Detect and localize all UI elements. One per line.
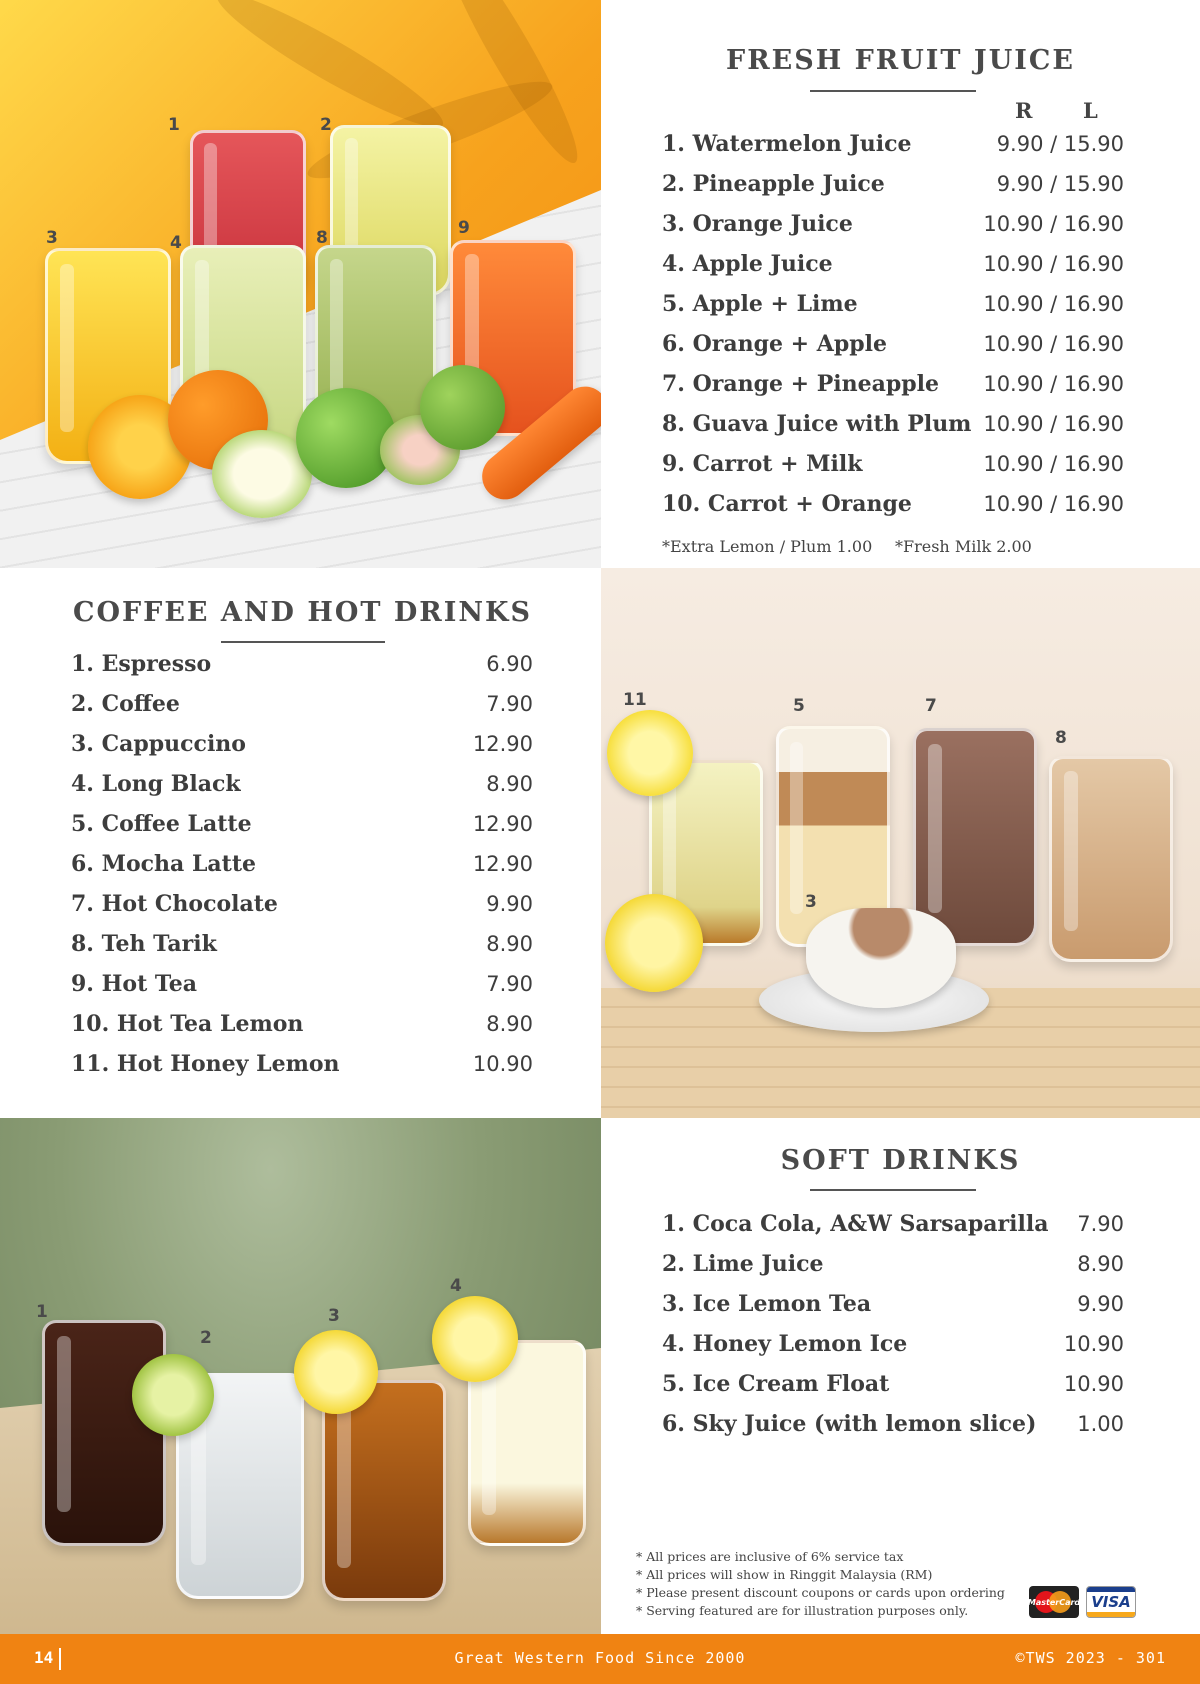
menu-item xyxy=(662,371,1124,411)
menu-item-price: 10.90 / 16.90 xyxy=(983,252,1124,276)
extra-lemon-note: *Extra Lemon / Plum 1.00 xyxy=(662,537,873,556)
menu-item-name: 8. Guava Juice with Plum xyxy=(662,411,972,437)
disclaimer-line: * All prices are inclusive of 6% service tax xyxy=(636,1549,904,1564)
menu-item-price: 8.90 xyxy=(486,932,533,956)
photo-number-label: 3 xyxy=(46,228,58,248)
menu-item-price: 8.90 xyxy=(486,1012,533,1036)
menu-item xyxy=(71,1051,533,1091)
photo-number-label: 3 xyxy=(328,1306,340,1326)
menu-item xyxy=(662,1411,1124,1451)
menu-item-name: 6. Sky Juice (with lemon slice) xyxy=(662,1411,1037,1437)
menu-item xyxy=(662,171,1124,211)
menu-item-price: 10.90 / 16.90 xyxy=(983,372,1124,396)
leaf-shadow xyxy=(428,0,593,173)
regular-size-header: R xyxy=(1015,98,1033,123)
menu-item xyxy=(662,1331,1124,1371)
menu-item-name: 6. Mocha Latte xyxy=(71,851,257,877)
menu-item xyxy=(71,931,533,971)
photo-number-label: 9 xyxy=(458,218,470,238)
teh-tarik-glass xyxy=(1049,756,1173,962)
menu-item-name: 7. Orange + Pineapple xyxy=(662,371,940,397)
menu-item xyxy=(71,731,533,771)
menu-item-name: 4. Honey Lemon Ice xyxy=(662,1331,908,1357)
photo-number-label: 11 xyxy=(623,690,647,710)
photo-number-label: 3 xyxy=(805,892,817,912)
menu-item xyxy=(662,451,1124,491)
large-size-header: L xyxy=(1083,98,1098,123)
menu-item xyxy=(71,851,533,891)
menu-item-price: 7.90 xyxy=(1077,1212,1124,1236)
menu-item xyxy=(662,1371,1124,1411)
menu-item xyxy=(662,251,1124,291)
menu-item xyxy=(71,971,533,1011)
cappuccino-cup xyxy=(806,908,956,1008)
menu-item-price: 10.90 / 16.90 xyxy=(983,452,1124,476)
menu-item-name: 1. Coca Cola, A&W Sarsaparilla xyxy=(662,1211,1049,1237)
menu-item-price: 1.00 xyxy=(1077,1412,1124,1436)
fresh-juice-title: FRESH FRUIT JUICE xyxy=(726,45,1075,76)
menu-item xyxy=(71,771,533,811)
visa-logo xyxy=(1086,1586,1136,1618)
photo-number-label: 4 xyxy=(450,1276,462,1296)
visa-label: VISA xyxy=(1091,1593,1131,1611)
menu-item xyxy=(71,691,533,731)
menu-item-price: 8.90 xyxy=(1077,1252,1124,1276)
menu-item-name: 1. Watermelon Juice xyxy=(662,131,912,157)
disclaimer-line: * All prices will show in Ringgit Malaysia (RM) xyxy=(636,1567,933,1582)
menu-item-name: 11. Hot Honey Lemon xyxy=(71,1051,340,1077)
soft-drinks-title: SOFT DRINKS xyxy=(780,1145,1021,1176)
coca-cola-glass xyxy=(42,1320,166,1546)
soft-drinks-photo xyxy=(0,1118,601,1634)
menu-item-price: 6.90 xyxy=(486,652,533,676)
menu-item-name: 4. Apple Juice xyxy=(662,251,833,277)
menu-item-name: 5. Coffee Latte xyxy=(71,811,252,837)
menu-item xyxy=(662,1251,1124,1291)
menu-item-price: 12.90 xyxy=(472,852,533,876)
menu-item-name: 6. Orange + Apple xyxy=(662,331,887,357)
menu-item-price: 10.90 xyxy=(1063,1332,1124,1356)
menu-item-name: 10. Hot Tea Lemon xyxy=(71,1011,304,1037)
photo-number-label: 8 xyxy=(316,228,328,248)
menu-item-price: 10.90 / 16.90 xyxy=(983,492,1124,516)
photo-number-label: 5 xyxy=(793,696,805,716)
menu-item-price: 7.90 xyxy=(486,692,533,716)
menu-item-price: 12.90 xyxy=(472,812,533,836)
menu-item-price: 10.90 / 16.90 xyxy=(983,292,1124,316)
lemon-slice xyxy=(605,894,703,992)
menu-item-name: 3. Orange Juice xyxy=(662,211,853,237)
lemon-slice xyxy=(294,1330,378,1414)
menu-item xyxy=(71,651,533,691)
menu-item-price: 12.90 xyxy=(472,732,533,756)
menu-item xyxy=(71,891,533,931)
menu-item-price: 9.90 / 15.90 xyxy=(996,132,1124,156)
menu-item xyxy=(71,811,533,851)
guava-fruit xyxy=(420,365,505,450)
menu-item xyxy=(662,491,1124,531)
menu-item-name: 3. Cappuccino xyxy=(71,731,246,757)
mastercard-label: MasterCard xyxy=(1027,1597,1081,1607)
menu-item-name: 5. Ice Cream Float xyxy=(662,1371,890,1397)
menu-item-name: 3. Ice Lemon Tea xyxy=(662,1291,872,1317)
disclaimer-notes xyxy=(636,1548,1005,1620)
menu-item-name: 9. Carrot + Milk xyxy=(662,451,863,477)
title-underline xyxy=(810,90,976,92)
page-number: 14 xyxy=(34,1648,61,1670)
menu-item-name: 7. Hot Chocolate xyxy=(71,891,278,917)
mastercard-logo xyxy=(1029,1586,1079,1618)
menu-item-name: 4. Long Black xyxy=(71,771,241,797)
menu-item xyxy=(662,211,1124,251)
page-footer xyxy=(0,1634,1200,1684)
menu-item-price: 9.90 / 15.90 xyxy=(996,172,1124,196)
menu-item xyxy=(662,131,1124,171)
photo-number-label: 4 xyxy=(170,233,182,253)
photo-number-label: 1 xyxy=(168,115,180,135)
menu-item-price: 10.90 xyxy=(1063,1372,1124,1396)
lemon-slice xyxy=(607,710,693,796)
lemon-slice xyxy=(432,1296,518,1382)
footer-copyright: ©TWS 2023 - 301 xyxy=(1015,1649,1166,1667)
menu-item-name: 2. Lime Juice xyxy=(662,1251,824,1277)
photo-number-label: 7 xyxy=(925,696,937,716)
menu-item-price: 9.90 xyxy=(486,892,533,916)
fresh-juice-photo xyxy=(0,0,601,568)
menu-item xyxy=(71,1011,533,1051)
menu-item-price: 8.90 xyxy=(486,772,533,796)
hot-chocolate-glass xyxy=(913,728,1037,946)
menu-item xyxy=(662,331,1124,371)
menu-item xyxy=(662,1211,1124,1251)
menu-item-price: 10.90 / 16.90 xyxy=(983,332,1124,356)
menu-item-price: 10.90 / 16.90 xyxy=(983,412,1124,436)
green-apple xyxy=(296,388,396,488)
menu-item-price: 10.90 xyxy=(472,1052,533,1076)
menu-item-name: 9. Hot Tea xyxy=(71,971,198,997)
title-underline xyxy=(810,1189,976,1191)
photo-number-label: 8 xyxy=(1055,728,1067,748)
coffee-hot-title: COFFEE AND HOT DRINKS xyxy=(73,597,532,628)
photo-number-label: 1 xyxy=(36,1302,48,1322)
disclaimer-line: * Serving featured are for illustration purposes only. xyxy=(636,1603,969,1618)
hot-drinks-photo xyxy=(601,568,1200,1118)
menu-item-name: 5. Apple + Lime xyxy=(662,291,858,317)
menu-item-name: 1. Espresso xyxy=(71,651,212,677)
lime-slice xyxy=(132,1354,214,1436)
menu-item-price: 10.90 / 16.90 xyxy=(983,212,1124,236)
title-underline xyxy=(221,641,385,643)
photo-number-label: 2 xyxy=(320,115,332,135)
menu-item xyxy=(662,1291,1124,1331)
menu-item-name: 2. Coffee xyxy=(71,691,180,717)
fresh-milk-note: *Fresh Milk 2.00 xyxy=(895,537,1032,556)
menu-item-name: 10. Carrot + Orange xyxy=(662,491,912,517)
menu-item xyxy=(662,411,1124,451)
menu-item-name: 8. Teh Tarik xyxy=(71,931,217,957)
menu-item-price: 9.90 xyxy=(1077,1292,1124,1316)
photo-number-label: 2 xyxy=(200,1328,212,1348)
menu-item-price: 7.90 xyxy=(486,972,533,996)
disclaimer-line: * Please present discount coupons or cards upon ordering xyxy=(636,1585,1005,1600)
menu-item xyxy=(662,291,1124,331)
footer-tagline: Great Western Food Since 2000 xyxy=(454,1649,746,1667)
menu-item-name: 2. Pineapple Juice xyxy=(662,171,885,197)
